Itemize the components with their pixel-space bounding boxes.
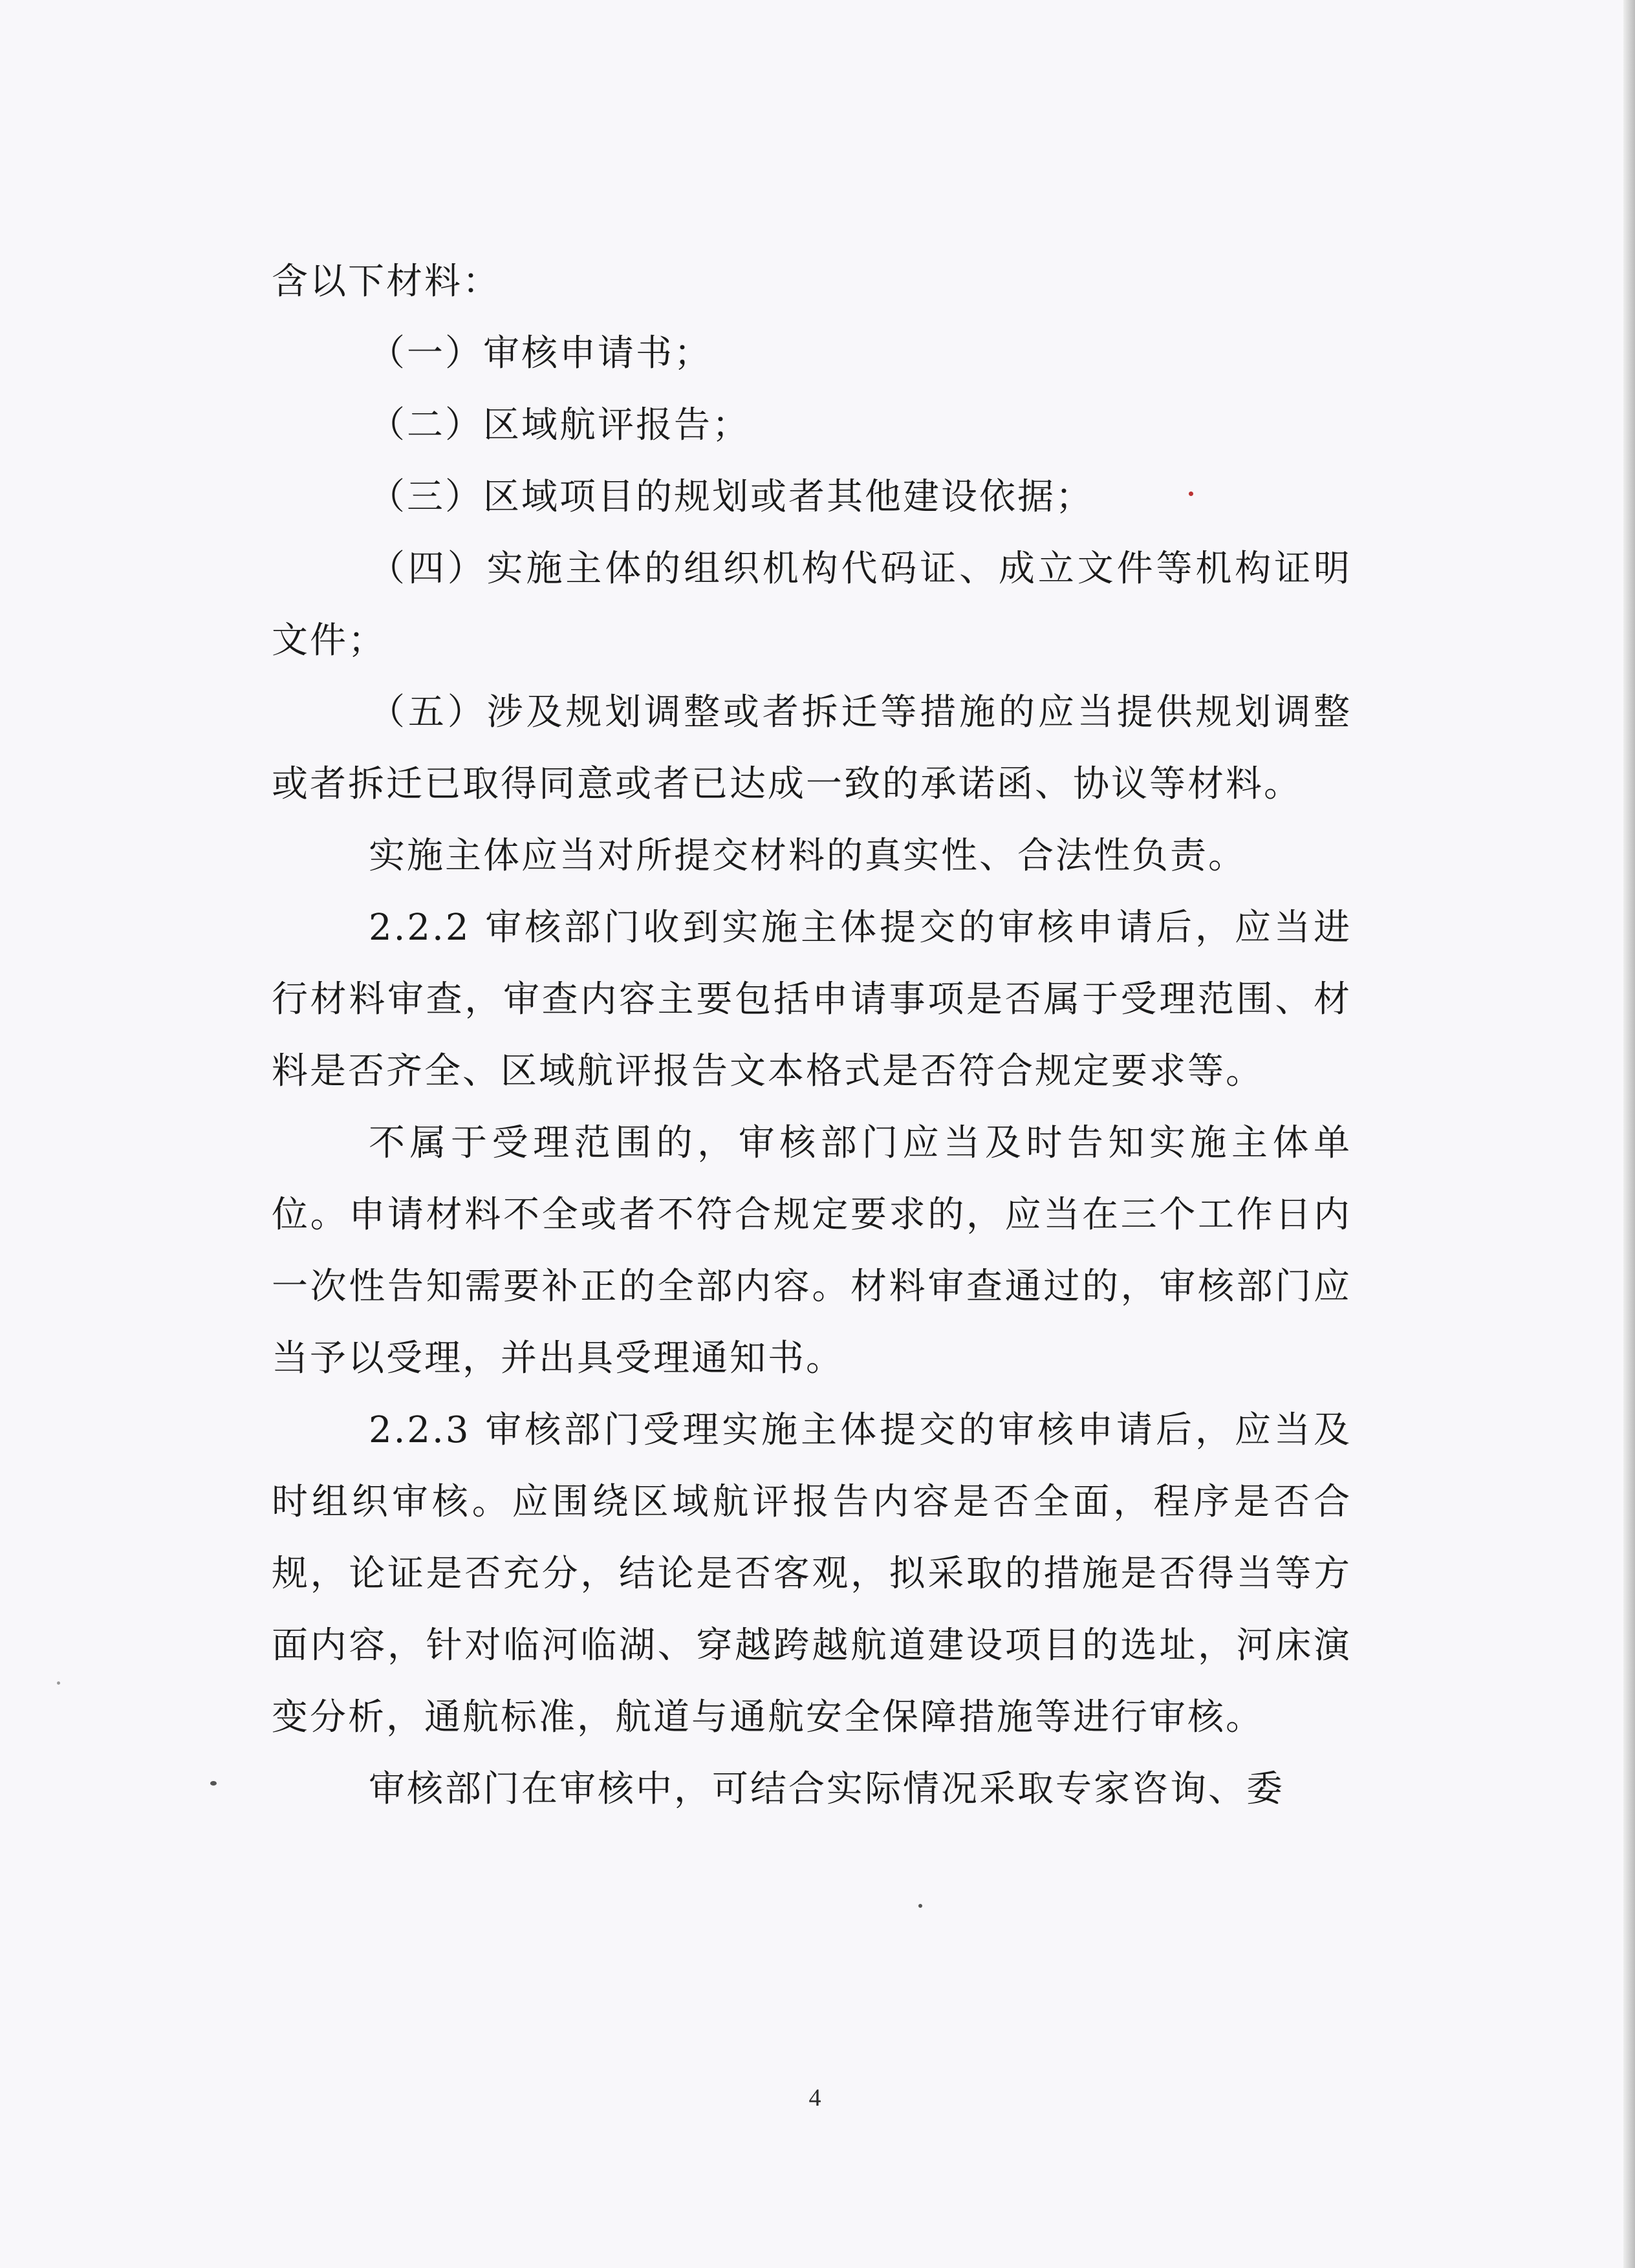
scan-speck [57,1681,60,1685]
list-item-1: （一）审核申请书； [369,332,712,374]
paragraph-review: 审核部门在审核中，可结合实际情况采取专家咨询、委 [369,1768,1284,1810]
paragraph-responsibility: 实施主体应当对所提交材料的真实性、合法性负责。 [369,835,1246,877]
list-item-2: （二）区域航评报告； [369,404,750,446]
scan-edge-shadow [1623,0,1635,2268]
page-number: 4 [808,2084,821,2111]
scan-speck [210,1781,217,1786]
scan-speck [1189,491,1193,496]
document-body [272,246,1352,1825]
list-item-4: （四）实施主体的组织机构代码证、成立文件等机构证明文件； [272,548,1352,662]
paragraph-intro: 含以下材料： [272,261,501,303]
paragraph-scope: 不属于受理范围的，审核部门应当及时告知实施主体单位。申请材料不全或者不符合规定要求的，应当在三个工作日内一次性告知需要补正的全部内容。材料审查通过的，审核部门应当予以受理，并出具受理通知书。 [272,1122,1352,1379]
list-item-3: （三）区域项目的规划或者其他建设依据； [369,476,1094,518]
paragraph-2-2-2: 2.2.2 审核部门收到实施主体提交的审核申请后，应当进行材料审查，审查内容主要包括申请事项是否属于受理范围、材料是否齐全、区域航评报告文本格式是否符合规定要求等。 [272,907,1352,1092]
list-item-5: （五）涉及规划调整或者拆迁等措施的应当提供规划调整或者拆迁已取得同意或者已达成一致的承诺函、协议等材料。 [272,691,1352,805]
scan-speck [918,1904,922,1908]
paragraph-2-2-3: 2.2.3 审核部门受理实施主体提交的审核申请后，应当及时组织审核。应围绕区域航评报告内容是否全面，程序是否合规，论证是否充分，结论是否客观，拟采取的措施是否得当等方面内容，针对临河临湖、穿越跨越航道建设项目的选址，河床演变分析，通航标准，航道与通航安全保障措施等进行审核。 [272,1409,1352,1738]
